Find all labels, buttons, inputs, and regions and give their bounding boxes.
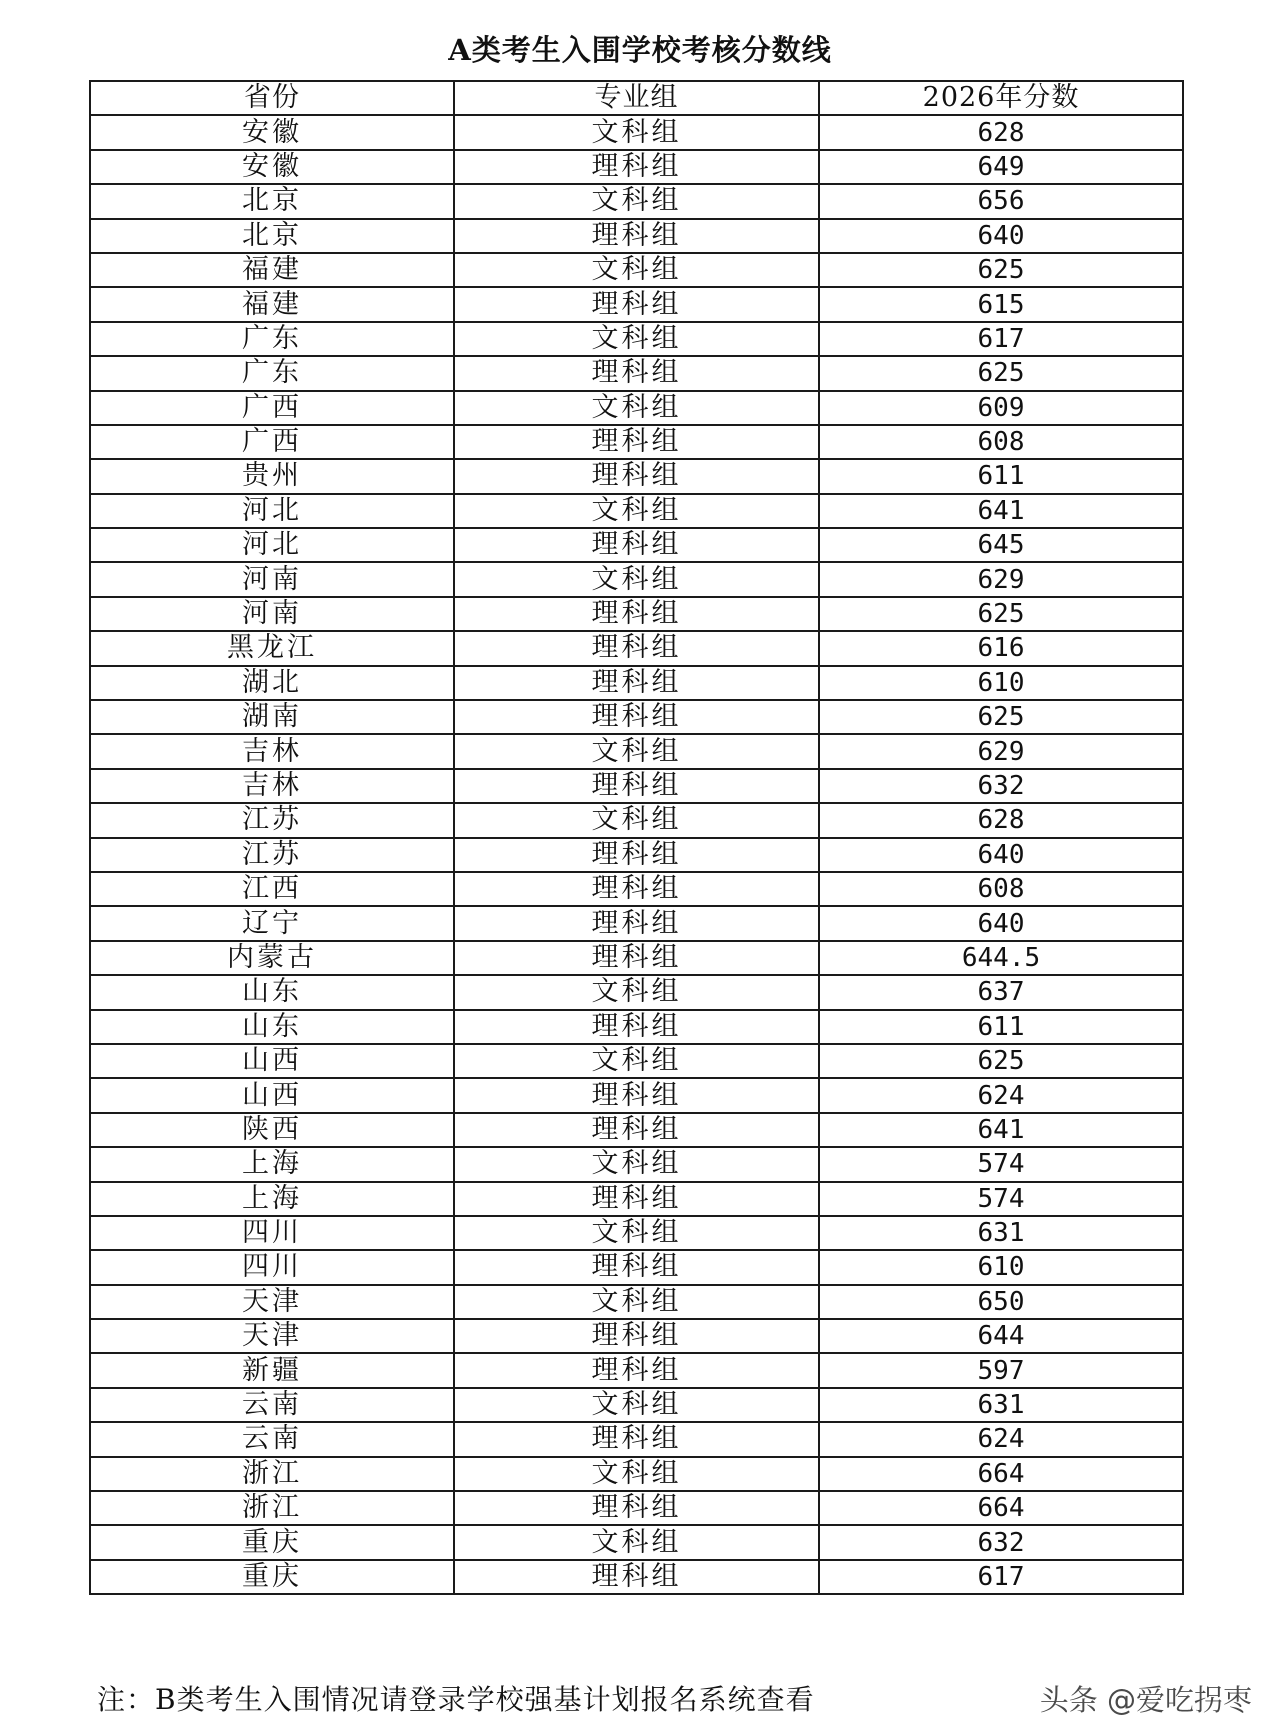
table-row — [90, 803, 1183, 837]
cell-score: 625 — [819, 597, 1183, 631]
cell-province: 江苏 — [90, 803, 454, 837]
cell-group: 理科组 — [454, 150, 819, 184]
cell-score: 631 — [819, 1388, 1183, 1422]
cell-score: 615 — [819, 287, 1183, 321]
table-body — [90, 115, 1183, 1594]
cell-province: 广东 — [90, 322, 454, 356]
cell-group: 文科组 — [454, 494, 819, 528]
cell-score: 629 — [819, 562, 1183, 596]
cell-province: 山西 — [90, 1078, 454, 1112]
cell-group: 文科组 — [454, 253, 819, 287]
cell-group: 文科组 — [454, 115, 819, 149]
cell-group: 理科组 — [454, 287, 819, 321]
table-row — [90, 1010, 1183, 1044]
cell-province: 黑龙江 — [90, 631, 454, 665]
cell-province: 湖南 — [90, 700, 454, 734]
cell-province: 四川 — [90, 1250, 454, 1284]
table-row — [90, 1113, 1183, 1147]
cell-province: 云南 — [90, 1388, 454, 1422]
table-row — [90, 322, 1183, 356]
cell-province: 浙江 — [90, 1491, 454, 1525]
cell-province: 安徽 — [90, 150, 454, 184]
cell-score: 644 — [819, 1319, 1183, 1353]
table-row — [90, 391, 1183, 425]
table-row — [90, 666, 1183, 700]
watermark: 头条 @爱吃拐枣 — [1039, 1683, 1252, 1717]
table-row — [90, 941, 1183, 975]
cell-province: 上海 — [90, 1147, 454, 1181]
cell-score: 574 — [819, 1182, 1183, 1216]
header-score: 2026年分数 — [819, 81, 1183, 115]
cell-group: 理科组 — [454, 1250, 819, 1284]
table-row — [90, 734, 1183, 768]
page-title: A类考生入围学校考核分数线 — [448, 33, 832, 67]
cell-group: 理科组 — [454, 219, 819, 253]
cell-group: 文科组 — [454, 1044, 819, 1078]
cell-province: 山西 — [90, 1044, 454, 1078]
cell-group: 文科组 — [454, 184, 819, 218]
table-row — [90, 1078, 1183, 1112]
cell-group: 文科组 — [454, 1147, 819, 1181]
cell-province: 山东 — [90, 975, 454, 1009]
cell-score: 625 — [819, 356, 1183, 390]
cell-score: 640 — [819, 838, 1183, 872]
table-row — [90, 1422, 1183, 1456]
cell-score: 617 — [819, 322, 1183, 356]
cell-province: 天津 — [90, 1285, 454, 1319]
cell-score: 609 — [819, 391, 1183, 425]
cell-province: 江西 — [90, 872, 454, 906]
cell-score: 624 — [819, 1422, 1183, 1456]
table-row — [90, 1182, 1183, 1216]
cell-province: 重庆 — [90, 1560, 454, 1594]
cell-group: 理科组 — [454, 872, 819, 906]
cell-score: 611 — [819, 459, 1183, 493]
cell-province: 河南 — [90, 562, 454, 596]
cell-score: 610 — [819, 1250, 1183, 1284]
table-row — [90, 115, 1183, 149]
cell-province: 吉林 — [90, 734, 454, 768]
cell-score: 650 — [819, 1285, 1183, 1319]
cell-score: 629 — [819, 734, 1183, 768]
table-row — [90, 1457, 1183, 1491]
cell-province: 贵州 — [90, 459, 454, 493]
table-row — [90, 975, 1183, 1009]
cell-province: 北京 — [90, 184, 454, 218]
cell-group: 文科组 — [454, 975, 819, 1009]
cell-score: 610 — [819, 666, 1183, 700]
footnote: 注：B类考生入围情况请登录学校强基计划报名系统查看 — [97, 1683, 815, 1716]
cell-score: 640 — [819, 219, 1183, 253]
cell-score: 649 — [819, 150, 1183, 184]
cell-score: 597 — [819, 1353, 1183, 1387]
table-row — [90, 253, 1183, 287]
table-row — [90, 528, 1183, 562]
table-row — [90, 562, 1183, 596]
table-row — [90, 184, 1183, 218]
cell-score: 637 — [819, 975, 1183, 1009]
cell-score: 631 — [819, 1216, 1183, 1250]
cell-score: 625 — [819, 253, 1183, 287]
table-row — [90, 356, 1183, 390]
cell-score: 628 — [819, 115, 1183, 149]
cell-score: 632 — [819, 769, 1183, 803]
cell-group: 文科组 — [454, 1216, 819, 1250]
cell-score: 664 — [819, 1457, 1183, 1491]
table-row — [90, 1560, 1183, 1594]
cell-score: 611 — [819, 1010, 1183, 1044]
cell-province: 内蒙古 — [90, 941, 454, 975]
cell-score: 656 — [819, 184, 1183, 218]
cell-province: 陕西 — [90, 1113, 454, 1147]
cell-score: 616 — [819, 631, 1183, 665]
cell-group: 理科组 — [454, 666, 819, 700]
cell-group: 理科组 — [454, 1113, 819, 1147]
cell-score: 624 — [819, 1078, 1183, 1112]
cell-group: 理科组 — [454, 941, 819, 975]
table-row — [90, 906, 1183, 940]
cell-group: 理科组 — [454, 528, 819, 562]
cell-group: 理科组 — [454, 906, 819, 940]
table-row — [90, 219, 1183, 253]
cell-score: 608 — [819, 872, 1183, 906]
header-group: 专业组 — [454, 81, 819, 115]
cell-province: 辽宁 — [90, 906, 454, 940]
table-row — [90, 1216, 1183, 1250]
table-row — [90, 631, 1183, 665]
cell-province: 重庆 — [90, 1525, 454, 1559]
cell-group: 理科组 — [454, 1491, 819, 1525]
table-row — [90, 150, 1183, 184]
cell-score: 574 — [819, 1147, 1183, 1181]
cell-score: 645 — [819, 528, 1183, 562]
cell-province: 福建 — [90, 287, 454, 321]
cell-province: 河北 — [90, 494, 454, 528]
cell-group: 理科组 — [454, 1010, 819, 1044]
table-row — [90, 1250, 1183, 1284]
cell-score: 640 — [819, 906, 1183, 940]
cell-group: 理科组 — [454, 1182, 819, 1216]
cell-province: 北京 — [90, 219, 454, 253]
cell-score: 664 — [819, 1491, 1183, 1525]
cell-province: 安徽 — [90, 115, 454, 149]
cell-province: 新疆 — [90, 1353, 454, 1387]
table-header — [90, 81, 1183, 115]
table-header-row — [90, 81, 1183, 115]
cell-province: 天津 — [90, 1319, 454, 1353]
cell-group: 理科组 — [454, 1422, 819, 1456]
cell-score: 644.5 — [819, 941, 1183, 975]
table-row — [90, 494, 1183, 528]
cell-group: 理科组 — [454, 356, 819, 390]
cell-group: 文科组 — [454, 562, 819, 596]
cell-score: 608 — [819, 425, 1183, 459]
table-row — [90, 425, 1183, 459]
cell-province: 山东 — [90, 1010, 454, 1044]
cell-province: 广西 — [90, 391, 454, 425]
table-row — [90, 1353, 1183, 1387]
cell-group: 文科组 — [454, 1525, 819, 1559]
table-row — [90, 459, 1183, 493]
cell-group: 理科组 — [454, 459, 819, 493]
cell-group: 理科组 — [454, 1560, 819, 1594]
cell-province: 云南 — [90, 1422, 454, 1456]
cell-group: 理科组 — [454, 1353, 819, 1387]
cell-score: 625 — [819, 700, 1183, 734]
cell-group: 理科组 — [454, 425, 819, 459]
table-row — [90, 287, 1183, 321]
cell-province: 湖北 — [90, 666, 454, 700]
table-row — [90, 1147, 1183, 1181]
cell-group: 文科组 — [454, 322, 819, 356]
cell-group: 文科组 — [454, 803, 819, 837]
cell-province: 四川 — [90, 1216, 454, 1250]
cell-score: 628 — [819, 803, 1183, 837]
cell-group: 理科组 — [454, 631, 819, 665]
table-row — [90, 700, 1183, 734]
cell-group: 文科组 — [454, 391, 819, 425]
cell-group: 理科组 — [454, 1078, 819, 1112]
table-row — [90, 597, 1183, 631]
cell-province: 上海 — [90, 1182, 454, 1216]
header-province: 省份 — [90, 81, 454, 115]
cell-province: 河北 — [90, 528, 454, 562]
cell-province: 河南 — [90, 597, 454, 631]
table-row — [90, 872, 1183, 906]
cell-province: 广东 — [90, 356, 454, 390]
cell-group: 文科组 — [454, 1388, 819, 1422]
cell-group: 理科组 — [454, 838, 819, 872]
cell-group: 理科组 — [454, 1319, 819, 1353]
table-row — [90, 1285, 1183, 1319]
cell-score: 625 — [819, 1044, 1183, 1078]
table-row — [90, 1044, 1183, 1078]
cell-group: 理科组 — [454, 597, 819, 631]
cell-group: 文科组 — [454, 1285, 819, 1319]
cell-province: 吉林 — [90, 769, 454, 803]
cell-score: 617 — [819, 1560, 1183, 1594]
table-row — [90, 1319, 1183, 1353]
cell-province: 浙江 — [90, 1457, 454, 1491]
table-row — [90, 769, 1183, 803]
cell-province: 广西 — [90, 425, 454, 459]
cell-group: 理科组 — [454, 700, 819, 734]
cell-province: 福建 — [90, 253, 454, 287]
score-table — [89, 80, 1184, 1595]
cell-score: 632 — [819, 1525, 1183, 1559]
cell-group: 文科组 — [454, 734, 819, 768]
table-row — [90, 1388, 1183, 1422]
cell-score: 641 — [819, 1113, 1183, 1147]
cell-province: 江苏 — [90, 838, 454, 872]
cell-score: 641 — [819, 494, 1183, 528]
cell-group: 理科组 — [454, 769, 819, 803]
table-row — [90, 1491, 1183, 1525]
table-row — [90, 1525, 1183, 1559]
table-row — [90, 838, 1183, 872]
cell-group: 文科组 — [454, 1457, 819, 1491]
